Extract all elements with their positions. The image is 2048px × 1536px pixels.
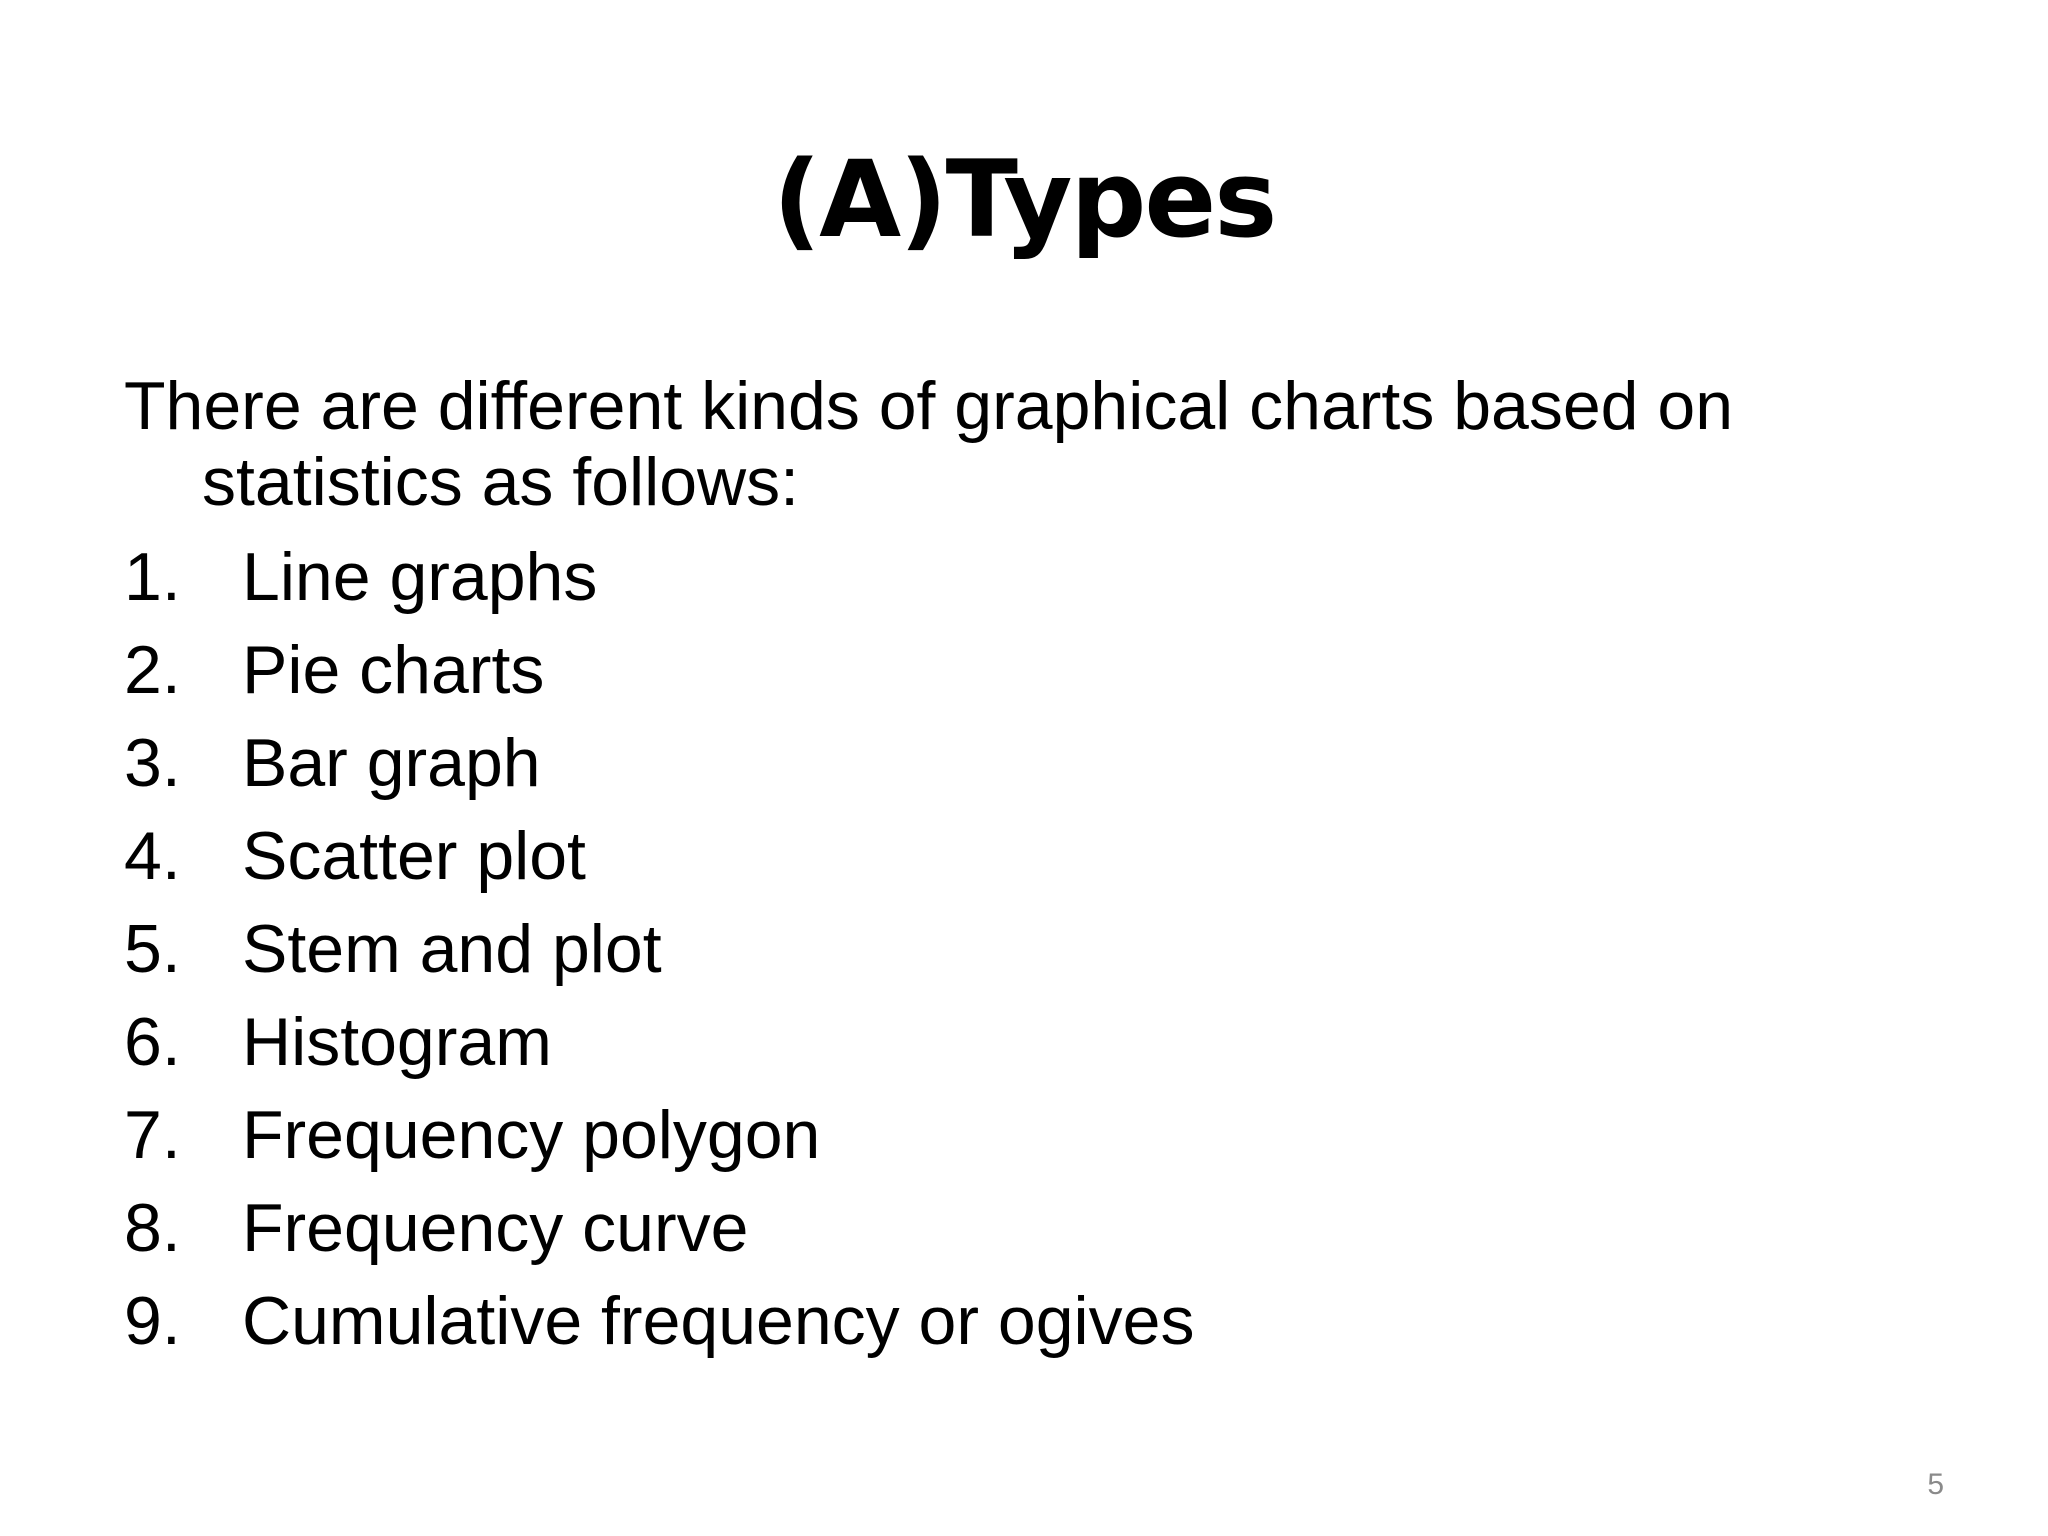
list-item (124, 995, 1194, 1088)
list-item-label: Frequency polygon (242, 1096, 821, 1173)
chart-types-list (124, 530, 1194, 1367)
intro-text (124, 368, 1904, 520)
list-item (124, 1274, 1194, 1367)
list-item-label: Histogram (242, 1003, 552, 1080)
list-item-label: Cumulative frequency or ogives (242, 1282, 1195, 1359)
list-item-number: 7. (124, 1096, 181, 1173)
slide-title: (A)Types (772, 138, 1276, 261)
list-item-label: Stem and plot (242, 910, 662, 987)
list-item (124, 1181, 1194, 1274)
list-item-label: Scatter plot (242, 817, 586, 894)
list-item-label: Line graphs (242, 538, 598, 615)
list-item-label: Pie charts (242, 631, 545, 708)
list-item-number: 5. (124, 910, 181, 987)
list-item-number: 9. (124, 1282, 181, 1359)
list-item-label: Frequency curve (242, 1189, 749, 1266)
list-item-number: 6. (124, 1003, 181, 1080)
list-item (124, 530, 1194, 623)
list-item-number: 3. (124, 724, 181, 801)
list-item (124, 716, 1194, 809)
intro-line-2: statistics as follows: (202, 444, 800, 520)
list-item-number: 2. (124, 631, 181, 708)
page-number: 5 (1927, 1468, 1944, 1501)
intro-line-1: There are different kinds of graphical charts based on (124, 368, 1734, 444)
list-item (124, 902, 1194, 995)
list-item-number: 8. (124, 1189, 181, 1266)
list-item (124, 1088, 1194, 1181)
list-item-label: Bar graph (242, 724, 541, 801)
list-item (124, 809, 1194, 902)
list-item (124, 623, 1194, 716)
list-item-number: 1. (124, 538, 181, 615)
list-item-number: 4. (124, 817, 181, 894)
